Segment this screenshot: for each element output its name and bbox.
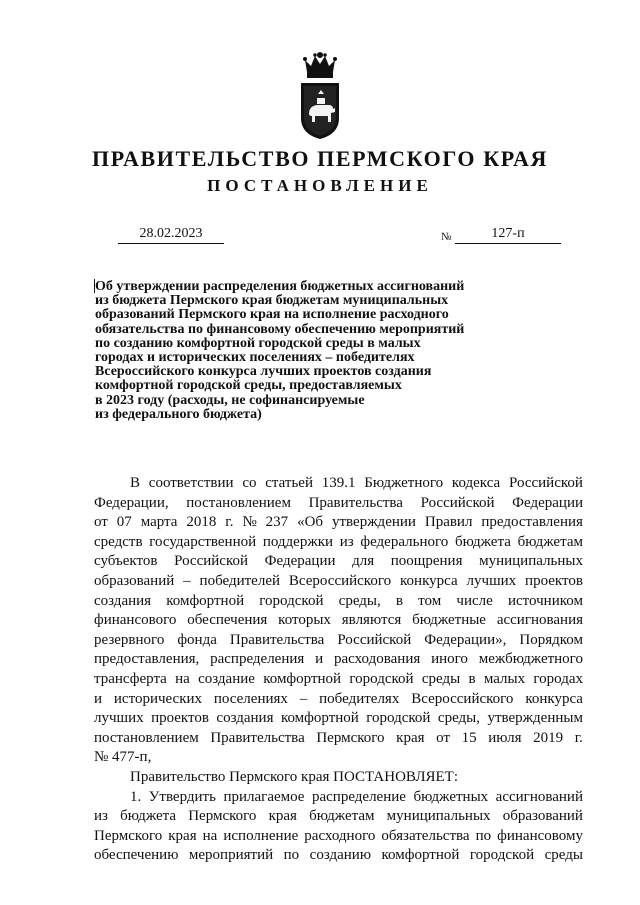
number-sign: № [441, 231, 452, 243]
government-title: ПРАВИТЕЛЬСТВО ПЕРМСКОГО КРАЯ [92, 146, 548, 171]
subject-line: образований Пермского края на исполнение расходного [95, 307, 449, 323]
subject-line: комфортной городской среды, предоставляемых [95, 378, 402, 394]
text-line: постановлением Правительства Пермского края от 15 июля 2019 г. [94, 729, 583, 746]
subject-line: из бюджета Пермского края бюджетам муниципальных [95, 293, 449, 309]
text-line: из бюджета Пермского края бюджетам муниципальных образований [94, 808, 583, 825]
text-line: предоставления, распределения и расходования иного межбюджетного [94, 651, 583, 668]
subject-line: по созданию комфортной городской среды в малых [95, 335, 421, 351]
document-date: 28.02.2023 [118, 226, 224, 244]
text-line: образований – победителей Всероссийского конкурса лучших проектов [94, 572, 583, 589]
text-line: лучших проектов создания комфортной городской среды, утвержденным [94, 710, 583, 727]
subject-line: Об утверждении распределения бюджетных ассигнований [95, 279, 465, 294]
preamble-paragraph [94, 474, 583, 768]
text-line: от 07 марта 2018 г. № 237 «Об утверждении Правил предоставления [94, 514, 583, 531]
text-line: Пермского края на исполнение расходного обязательства по финансовому [94, 827, 583, 844]
subject-line: городах и исторических поселениях – победителях [95, 350, 415, 366]
decree-line: Правительство Пермского края ПОСТАНОВЛЯЕТ: [130, 768, 459, 785]
document-type: ПОСТАНОВЛЕНИЕ [207, 176, 433, 195]
text-line: субъектов Российской Федерации для поощрения муниципальных [94, 553, 583, 570]
text-line: 1. Утвердить прилагаемое распределение бюджетных ассигнований [130, 788, 583, 805]
document-number: 127-п [455, 226, 561, 244]
text-line: средств государственной поддержки из федерального бюджета бюджетам [94, 533, 583, 550]
text-line: В соответствии со статьей 139.1 Бюджетного кодекса Российской [130, 475, 583, 491]
coat-of-arms-icon [295, 50, 345, 140]
text-line: создания комфортной городской среды, в том числе источником [94, 592, 583, 609]
subject-line: обязательства по финансовому обеспечению мероприятий [95, 321, 465, 337]
text-line: № 477-п, [94, 749, 152, 766]
text-line: финансового обеспечения которых являются бюджетные ассигнования [94, 612, 583, 629]
document-subject [95, 280, 515, 422]
text-line: резервного фонда Правительства Российской Федерации», Порядком [94, 631, 583, 648]
text-line: обеспечению мероприятий по созданию комфортной городской среды [94, 847, 583, 864]
document-body [94, 474, 583, 866]
text-line: трансферта на создание комфортной городской среды в малых городах [94, 670, 583, 687]
subject-line: из федерального бюджета) [95, 406, 262, 422]
subject-line: в 2023 году (расходы, не софинансируемые [95, 392, 365, 408]
text-line: Федерации, постановлением Правительства Российской Федерации [94, 494, 583, 511]
subject-line: Всероссийского конкурса лучших проектов создания [95, 364, 432, 380]
text-line: и исторических поселениях – победителях Всероссийского конкурса [94, 690, 583, 707]
item-1-paragraph [94, 788, 583, 866]
